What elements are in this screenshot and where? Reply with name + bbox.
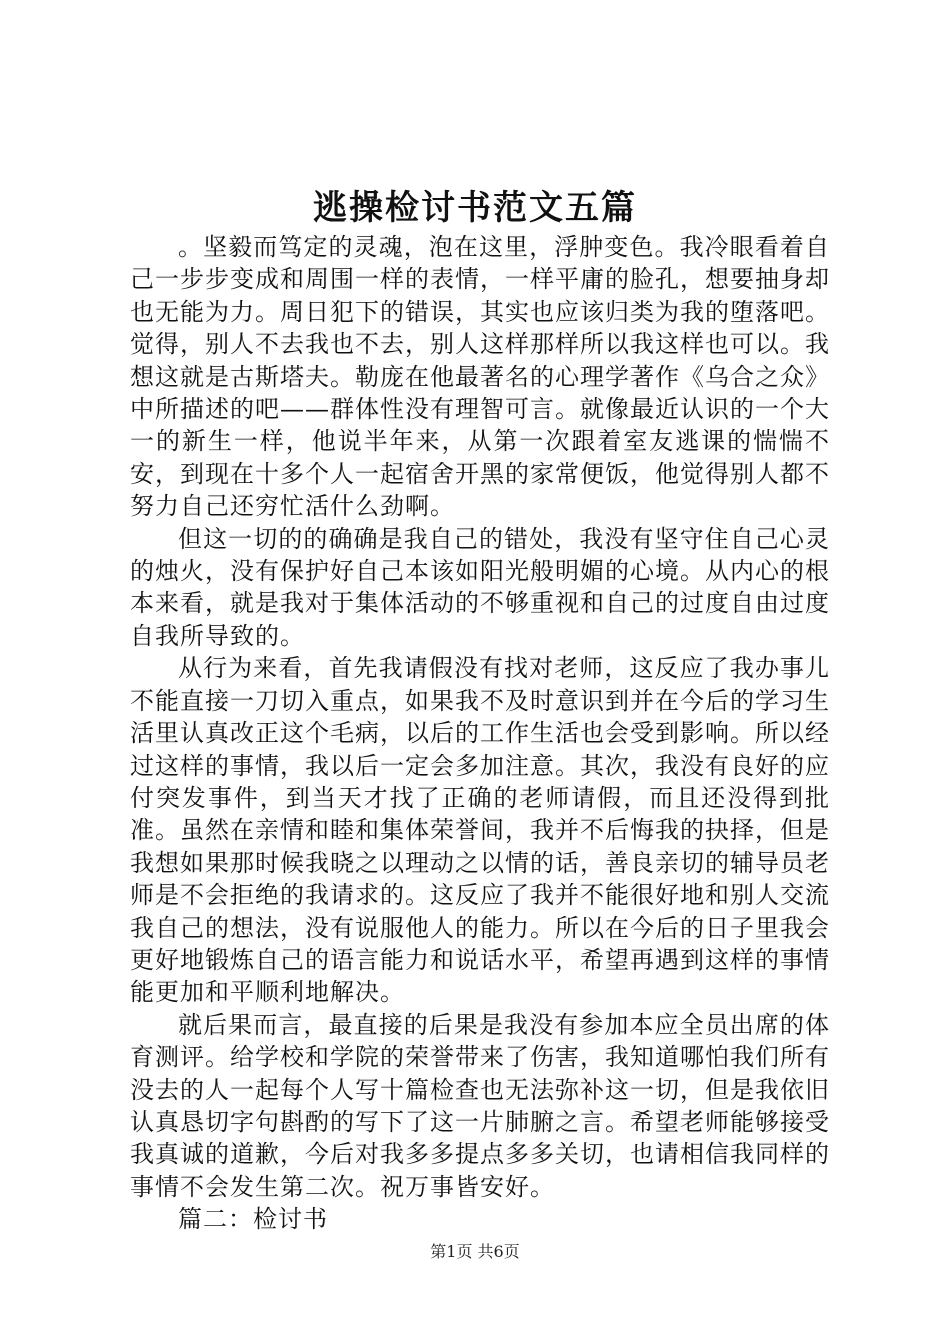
paragraph-3: 从行为来看，首先我请假没有找对老师，这反应了我办事儿不能直接一刀切入重点，如果我不及时意识到并在今后的学习生活里认真改正这个毛病，以后的工作生活也会受到影响。所以经过这样的事情，我以后一定会多加注意。其次，我没有良好的应付突发事件，到当天才找了正确的老师请假，而且还没得到批准。虽然在亲情和睦和集体荣誉间，我并不后悔我的抉择，但是我想如果那时候我晓之以理动之以情的话，善良亲切的辅导员老师是不会拒绝的我请求的。这反应了我并不能很好地和别人交流我自己的想法，没有说服他人的能力。所以在今后的日子里我会更好地锻炼自己的语言能力和说话水平，希望再遇到这样的事情能更加和平顺利地解决。 bbox=[130, 654, 830, 1007]
paragraph-2: 但这一切的的确确是我自己的错处，我没有坚守住自己心灵的烛火，没有保护好自己本该如阳光般明媚的心境。从内心的根本来看，就是我对于集体活动的不够重视和自己的过度自由过度自我所导致的。 bbox=[130, 524, 830, 650]
section-heading-2: 篇二：检讨书 bbox=[178, 1205, 328, 1234]
paragraph-1: 。坚毅而笃定的灵魂，泡在这里，浮肿变色。我冷眼看着自己一步步变成和周围一样的表情，一样平庸的脸孔，想要抽身却也无能为力。周日犯下的错误，其实也应该归类为我的堕落吧。觉得，别人不去我也不去，别人这样那样所以我这样也可以。我想这就是古斯塔夫。勒庞在他最著名的心理学著作《乌合之众》中所描述的吧——群体性没有理智可言。就像最近认识的一个大一的新生一样，他说半年来，从第一次跟着室友逃课的惴惴不安，到现在十多个人一起宿舍开黑的家常便饭，他觉得别人都不努力自己还穷忙活什么劲啊。 bbox=[130, 233, 830, 521]
document-body bbox=[130, 231, 830, 1236]
paragraph-4: 就后果而言，最直接的后果是我没有参加本应全员出席的体育测评。给学校和学院的荣誉带来了伤害，我知道哪怕我们所有没去的人一起每个人写十篇检查也无法弥补这一切，但是我依旧认真恳切字句斟酌的写下了这一片肺腑之言。希望老师能够接受我真诚的道歉，今后对我多多提点多多关切，也请相信我同样的事情不会发生第二次。祝万事皆安好。 bbox=[130, 1010, 830, 1201]
page-footer: 第1页 共6页 bbox=[430, 1242, 520, 1261]
document-title: 逃操检讨书范文五篇 bbox=[313, 188, 637, 228]
